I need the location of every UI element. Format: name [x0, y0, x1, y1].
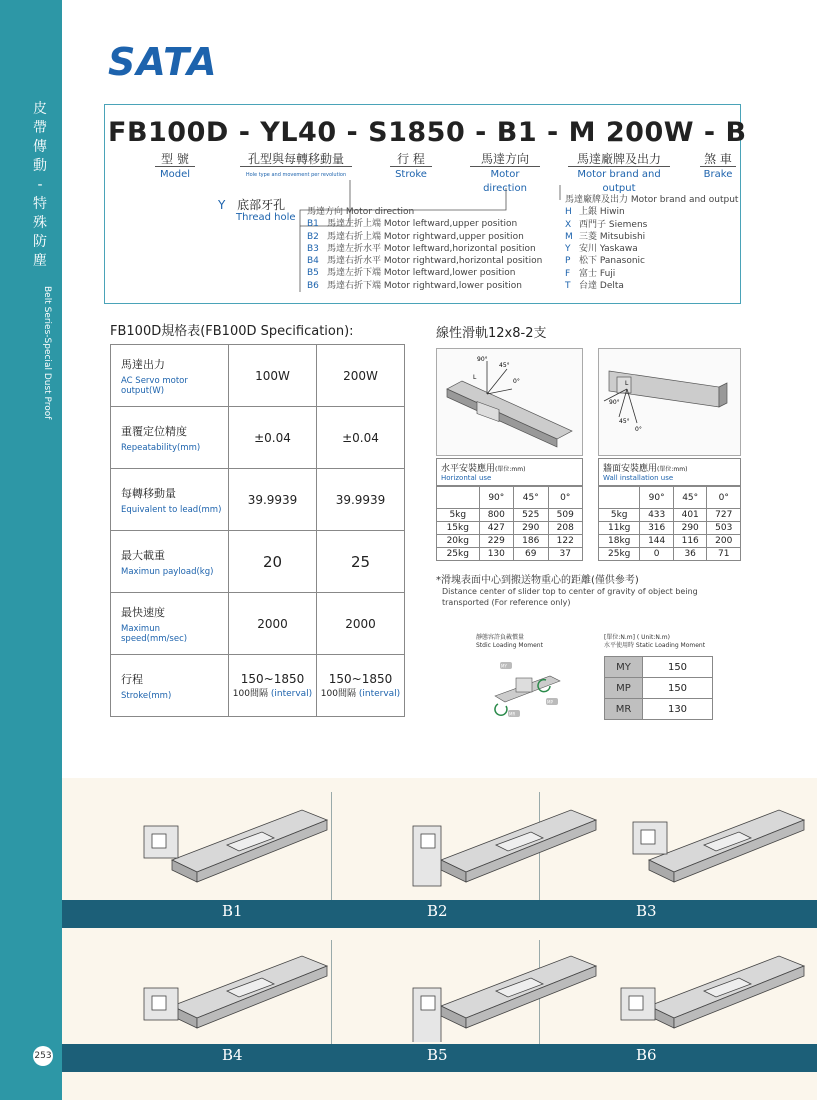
load-row — [437, 535, 583, 548]
moment-diagram — [490, 656, 570, 720]
spec-value-100w: 39.9939 — [247, 492, 298, 507]
horizontal-use-en: Horizontal use — [441, 474, 492, 482]
thread-hole — [218, 196, 296, 223]
variant-label-b2: B2 — [427, 902, 448, 920]
motor-brand-cn: 安川 — [579, 244, 598, 255]
motor-direction-code: B6 — [307, 280, 319, 291]
load-cell: 0 — [640, 548, 674, 561]
diagram-label-0: 0° — [635, 426, 642, 433]
moment-label-mr: MR — [509, 711, 516, 717]
load-cell: 5kg — [437, 509, 480, 522]
load-cell: 25kg — [599, 548, 640, 561]
motor-brand-code: F — [565, 268, 571, 279]
moment-key: MY — [605, 657, 643, 678]
load-cell: 800 — [479, 509, 513, 522]
label-stroke-en: Stroke — [390, 166, 432, 182]
wall-use-cn: 牆面安裝應用 — [603, 464, 658, 474]
distance-note — [436, 575, 698, 608]
spec-value-200w: 200W — [343, 368, 378, 383]
variant-module-b3 — [619, 800, 817, 896]
load-cell: 200 — [707, 535, 741, 548]
spec-cell — [229, 531, 317, 593]
load-cell: 208 — [548, 522, 583, 535]
spec-cell — [317, 469, 405, 531]
moment-unit-line: [單位:N.m] ( Unit:N.m) — [604, 634, 670, 641]
motor-direction-en: Motor leftward,lower position — [383, 268, 516, 279]
load-row — [599, 509, 741, 522]
sidebar-english-title: Belt Series-Special Dust Proof — [42, 286, 52, 420]
load-cell: 18kg — [599, 535, 640, 548]
rail-title: 線性滑軌12x8-2支 — [436, 326, 547, 341]
spec-value-100w: 150~1850 — [240, 672, 305, 686]
load-cell: 116 — [673, 535, 707, 548]
load-cell: 229 — [479, 535, 513, 548]
load-cell: 122 — [548, 535, 583, 548]
motor-brand-code: M — [565, 231, 573, 242]
spec-name-cn: 每轉移動量 — [121, 486, 176, 500]
motor-direction-en: Motor leftward,horizontal position — [383, 243, 536, 254]
motor-brand-header-cn: 馬達廠牌及出力 — [565, 195, 629, 205]
spec-row — [111, 531, 405, 593]
spec-name-en: Maximun speed(mm/sec) — [121, 623, 188, 644]
spec-name-cell — [111, 345, 229, 407]
moment-label-my: MY — [501, 663, 507, 669]
motor-brand-en: Siemens — [608, 219, 648, 230]
spec-cell — [317, 345, 405, 407]
spec-name-en: Stroke(mm) — [121, 690, 172, 701]
spec-row — [111, 593, 405, 655]
spec-name-cell — [111, 593, 229, 655]
diagram-label-L: L — [473, 374, 477, 381]
load-angle-cell: 45° — [673, 487, 707, 509]
spec-name-cell — [111, 407, 229, 469]
load-corner-cell — [437, 487, 480, 509]
page-number: 253 — [33, 1046, 53, 1066]
spec-value-100w: ±0.04 — [254, 430, 291, 445]
moment-use-line: 水平使用時 Static Loading Moment — [604, 642, 706, 649]
variant-module-b5 — [411, 946, 611, 1042]
motor-direction-item — [307, 255, 542, 267]
spec-name-cell — [111, 531, 229, 593]
moment-value: 150 — [643, 657, 713, 678]
motor-direction-en: Motor rightward,horizontal position — [383, 256, 543, 267]
load-cell: 427 — [479, 522, 513, 535]
spec-name-en: Maximun payload(kg) — [121, 566, 214, 577]
wall-use-header — [598, 458, 741, 486]
load-cell: 503 — [707, 522, 741, 535]
spec-interval-cn: 100間隔 — [320, 689, 356, 699]
wall-rail-drawing — [599, 349, 740, 455]
spec-name-cell — [111, 469, 229, 531]
load-cell: 316 — [640, 522, 674, 535]
thread-hole-cn: 底部牙孔 — [237, 198, 286, 212]
load-corner-cell — [599, 487, 640, 509]
load-cell: 290 — [514, 522, 548, 535]
motor-direction-code: B3 — [307, 243, 319, 254]
spec-cell — [229, 655, 317, 717]
diagram-label-45: 45° — [619, 418, 630, 425]
moment-row — [605, 699, 713, 720]
moment-caption-en: Stdic Loading Moment — [476, 642, 543, 649]
spec-name-cn: 行程 — [121, 672, 143, 686]
wall-use-table — [598, 486, 741, 561]
motor-brand-item — [565, 206, 738, 218]
motor-brand-cn: 台達 — [579, 281, 598, 292]
motor-direction-en: Motor rightward,lower position — [383, 280, 523, 291]
label-motor-direction-en: Motor direction — [470, 166, 540, 196]
spec-interval-en: (interval) — [358, 689, 401, 699]
label-motor-brand-cn: 馬達廠牌及出力 — [576, 152, 661, 166]
load-cell: 69 — [514, 548, 548, 561]
moment-row — [605, 657, 713, 678]
motor-brand-cn: 上銀 — [579, 207, 598, 218]
wall-use-unit: (單位:mm) — [657, 466, 688, 473]
motor-brand-item — [565, 231, 738, 243]
load-cell: 15kg — [437, 522, 480, 535]
spec-table — [110, 344, 405, 717]
spec-name-en: Repeatability(mm) — [121, 442, 201, 453]
horizontal-use-unit: (單位:mm) — [495, 466, 526, 473]
spec-interval-cn: 100間隔 — [232, 689, 268, 699]
diagram-label-90: 90° — [609, 399, 620, 406]
load-cell: 401 — [673, 509, 707, 522]
motor-brand-en: Panasonic — [599, 256, 645, 267]
motor-brand-cn: 三菱 — [579, 231, 598, 242]
motor-direction-item — [307, 280, 542, 292]
spec-value-100w: 100W — [255, 368, 290, 383]
sidebar-char: 帶 — [33, 120, 47, 136]
moment-caption-cn: 靜態容許負載慣量 — [476, 634, 525, 641]
load-cell: 509 — [548, 509, 583, 522]
variant-module-b2 — [411, 800, 611, 896]
motor-direction-item — [307, 231, 542, 243]
load-row — [437, 522, 583, 535]
variant-label-b4: B4 — [222, 1046, 243, 1064]
spec-interval-en: (interval) — [270, 689, 313, 699]
label-model-cn: 型 號 — [161, 152, 189, 166]
motor-direction-cn: 馬達右折下端 — [327, 280, 382, 291]
motor-brand-code: X — [565, 219, 572, 230]
motor-brand-header-en: Motor brand and output — [630, 195, 739, 205]
spec-cell — [229, 407, 317, 469]
load-cell: 36 — [673, 548, 707, 561]
distance-note-en-2: transported (For reference only) — [442, 598, 571, 607]
motor-brand-en: Delta — [599, 281, 624, 292]
motor-brand-item — [565, 255, 738, 267]
motor-direction-code: B2 — [307, 231, 319, 242]
variant-label-b1: B1 — [222, 902, 243, 920]
diagram-label-L: L — [625, 380, 629, 387]
load-cell: 130 — [479, 548, 513, 561]
motor-brand-code: Y — [565, 244, 571, 255]
motor-brand-en: Mitsubishi — [599, 231, 646, 242]
sidebar-char: - — [37, 177, 43, 193]
sidebar-char: 皮 — [33, 101, 47, 117]
moment-label-mp: MP — [547, 699, 553, 705]
motor-brand-en: Hiwin — [599, 207, 625, 218]
thread-hole-code: Y — [218, 198, 226, 212]
motor-direction-header-cn: 馬達方向 — [307, 207, 344, 217]
diagram-label-90: 90° — [477, 356, 488, 363]
load-angle-cell: 90° — [479, 487, 513, 509]
motor-brand-code: H — [565, 207, 572, 218]
sidebar-char: 動 — [33, 158, 47, 174]
motor-direction-cn: 馬達左折水平 — [327, 243, 382, 254]
load-cell: 37 — [548, 548, 583, 561]
load-header-row — [437, 487, 583, 509]
spec-name-cell — [111, 655, 229, 717]
sidebar-char: 傳 — [33, 139, 47, 155]
sidebar-char: 防 — [33, 234, 47, 250]
spec-name-cn: 最快速度 — [121, 605, 165, 619]
load-row — [599, 548, 741, 561]
load-angle-cell: 90° — [640, 487, 674, 509]
wall-use-en: Wall installation use — [603, 474, 674, 482]
label-stroke-cn: 行 程 — [397, 152, 425, 166]
motor-brand-cn: 西門子 — [579, 219, 607, 230]
variant-module-b6 — [619, 946, 817, 1042]
spec-name-cn: 重覆定位精度 — [121, 424, 187, 438]
load-cell: 5kg — [599, 509, 640, 522]
spec-title: FB100D規格表(FB100D Specification): — [110, 324, 354, 339]
motor-brand-item — [565, 268, 738, 280]
load-cell: 433 — [640, 509, 674, 522]
spec-value-200w: ±0.04 — [342, 430, 379, 445]
moment-value: 130 — [643, 699, 713, 720]
spec-cell — [229, 345, 317, 407]
spec-name-cn: 最大載重 — [121, 548, 165, 562]
sata-logo: SATA — [108, 40, 218, 84]
motor-direction-cn: 馬達左折上端 — [327, 219, 382, 230]
horizontal-rail-diagram — [436, 348, 583, 456]
spec-value-200w: 39.9939 — [335, 492, 386, 507]
sidebar-char: 殊 — [33, 215, 47, 231]
moment-key: MR — [605, 699, 643, 720]
load-angle-cell: 0° — [548, 487, 583, 509]
spec-cell — [229, 593, 317, 655]
variant-module-b4 — [142, 946, 342, 1042]
motor-direction-cn: 馬達右折水平 — [327, 256, 382, 267]
motor-direction-en: Motor rightward,upper position — [383, 231, 524, 242]
load-row — [599, 522, 741, 535]
load-angle-cell: 45° — [514, 487, 548, 509]
horizontal-rail-drawing — [437, 349, 582, 455]
motor-direction-item — [307, 218, 542, 230]
spec-row — [111, 469, 405, 531]
motor-brand-list — [565, 194, 738, 292]
load-cell: 144 — [640, 535, 674, 548]
motor-brand-cn: 松下 — [579, 256, 598, 267]
load-row — [437, 509, 583, 522]
horizontal-use-cn: 水平安裝應用 — [441, 464, 496, 474]
variant-module-b1 — [142, 800, 342, 896]
motor-direction-list — [307, 206, 542, 292]
motor-brand-item — [565, 219, 738, 231]
spec-value-200w: 150~1850 — [328, 672, 393, 686]
motor-brand-code: P — [565, 256, 571, 267]
spec-name-cn: 馬達出力 — [121, 357, 165, 371]
motor-brand-item — [565, 243, 738, 255]
distance-note-cn: *滑塊表面中心到搬送物重心的距離(僅供參考) — [436, 575, 639, 586]
diagram-label-45: 45° — [499, 362, 510, 369]
load-cell: 25kg — [437, 548, 480, 561]
moment-caption — [476, 634, 543, 650]
sidebar-char: 塵 — [33, 253, 47, 269]
motor-brand-item — [565, 280, 738, 292]
moment-key: MP — [605, 678, 643, 699]
motor-brand-code: T — [565, 281, 571, 292]
motor-brand-cn: 富士 — [579, 268, 598, 279]
wall-rail-diagram — [598, 348, 741, 456]
moment-unit — [604, 634, 705, 650]
motor-direction-header-en: Motor direction — [345, 207, 415, 217]
model-code: FB100D - YL40 - S1850 - B1 - M 200W - B — [108, 117, 747, 148]
label-motor-brand-en: Motor brand and output — [568, 166, 670, 196]
spec-name-en: Equivalent to lead(mm) — [121, 504, 222, 515]
load-row — [437, 548, 583, 561]
moment-table — [604, 656, 713, 720]
spec-row — [111, 407, 405, 469]
spec-value-200w: 2000 — [345, 616, 376, 631]
motor-direction-code: B1 — [307, 219, 319, 230]
load-cell: 727 — [707, 509, 741, 522]
spec-cell — [317, 531, 405, 593]
spec-interval — [229, 686, 316, 699]
load-cell: 20kg — [437, 535, 480, 548]
spec-cell — [229, 469, 317, 531]
spec-value-100w: 2000 — [257, 616, 288, 631]
label-brake-en: Brake — [700, 166, 736, 182]
horizontal-use-table — [436, 486, 583, 561]
motor-direction-item — [307, 267, 542, 279]
sidebar-char: 特 — [33, 196, 47, 212]
spec-value-100w: 20 — [262, 552, 283, 571]
load-cell: 525 — [514, 509, 548, 522]
variant-label-b5: B5 — [427, 1046, 448, 1064]
spec-row — [111, 345, 405, 407]
horizontal-use-header — [436, 458, 583, 486]
diagram-label-0: 0° — [513, 378, 520, 385]
motor-direction-code: B5 — [307, 268, 319, 279]
distance-note-en-1: Distance center of slider top to center of gravity of object being — [442, 587, 698, 596]
moment-value: 150 — [643, 678, 713, 699]
thread-hole-en: Thread hole — [236, 212, 296, 223]
motor-direction-cn: 馬達左折下端 — [327, 268, 382, 279]
load-cell: 186 — [514, 535, 548, 548]
load-cell: 11kg — [599, 522, 640, 535]
load-cell: 71 — [707, 548, 741, 561]
motor-brand-en: Fuji — [599, 268, 616, 279]
spec-row — [111, 655, 405, 717]
load-cell: 290 — [673, 522, 707, 535]
spec-interval — [317, 686, 404, 699]
spec-value-200w: 25 — [350, 552, 371, 571]
load-row — [599, 535, 741, 548]
variant-label-b3: B3 — [636, 902, 657, 920]
motor-brand-en: Yaskawa — [599, 244, 638, 255]
variant-label-b6: B6 — [636, 1046, 657, 1064]
load-angle-cell: 0° — [707, 487, 741, 509]
spec-cell — [317, 655, 405, 717]
label-brake-cn: 煞 車 — [704, 152, 732, 166]
load-header-row — [599, 487, 741, 509]
motor-direction-item — [307, 243, 542, 255]
motor-direction-en: Motor leftward,upper position — [383, 219, 518, 230]
label-hole-type-cn: 孔型與每轉移動量 — [247, 152, 344, 166]
label-motor-direction-cn: 馬達方向 — [480, 152, 529, 166]
label-hole-type-en: Hole type and movement per revolution — [240, 166, 352, 182]
label-model-en: Model — [155, 166, 195, 182]
spec-cell — [317, 407, 405, 469]
moment-row — [605, 678, 713, 699]
spec-cell — [317, 593, 405, 655]
motor-direction-cn: 馬達右折上端 — [327, 231, 382, 242]
spec-name-en: AC Servo motor output(W) — [121, 375, 188, 396]
motor-direction-code: B4 — [307, 256, 319, 267]
